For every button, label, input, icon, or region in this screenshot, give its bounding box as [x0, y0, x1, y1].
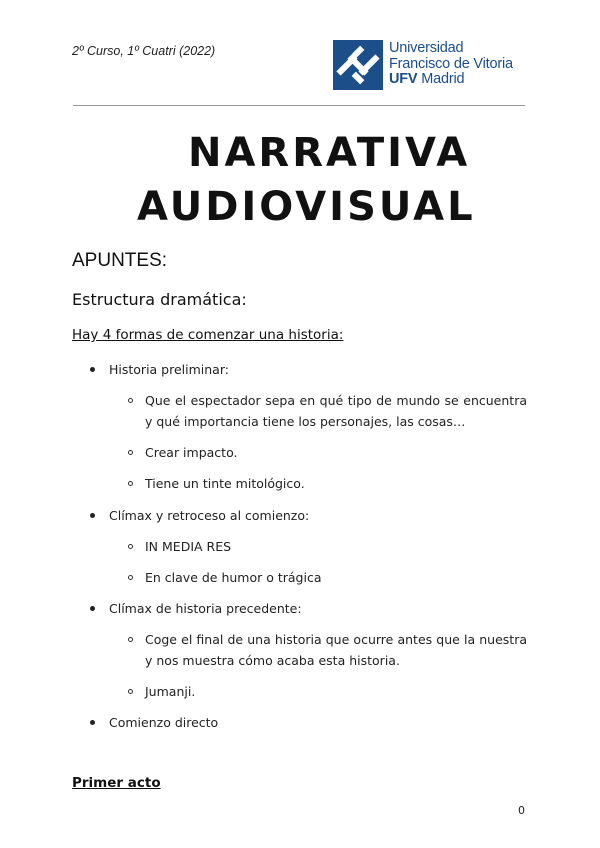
title-line-1: NARRATIVA — [188, 130, 471, 176]
heading-apuntes: APUNTES: — [72, 250, 168, 271]
sub-item: Tiene un tinte mitológico. — [145, 476, 305, 491]
logo-line-1: Universidad — [389, 40, 464, 56]
logo-madrid: Madrid — [417, 71, 465, 87]
title-line-2: AUDIOVISUAL — [137, 184, 476, 230]
logo-ufv: UFV — [389, 71, 418, 87]
heading-formas: Hay 4 formas de comenzar una historia: — [72, 327, 344, 343]
sub-bullet-icon — [128, 575, 133, 580]
sub-bullet-icon — [128, 450, 133, 455]
sub-item: Crear impacto. — [145, 445, 238, 460]
sub-item: Coge el final de una historia que ocurre antes que la nuestra y nos muestra cómo acaba esta historia. — [145, 632, 527, 668]
sub-item: En clave de humor o trágica — [145, 570, 322, 585]
university-logo — [333, 40, 533, 90]
list-item-historia-preliminar: Historia preliminar: — [109, 362, 229, 377]
page-number: 0 — [518, 804, 525, 817]
heading-estructura: Estructura dramática: — [72, 290, 247, 309]
bullet-icon — [90, 720, 95, 725]
sub-bullet-icon — [128, 544, 133, 549]
list-item-climax-retroceso: Clímax y retroceso al comienzo: — [109, 508, 310, 523]
sub-bullet-icon — [128, 637, 133, 642]
sub-bullet-icon — [128, 398, 133, 403]
list-item-comienzo-directo: Comienzo directo — [109, 715, 219, 730]
heading-primer-acto: Primer acto — [72, 775, 161, 791]
bullet-icon — [90, 513, 95, 518]
bullet-icon — [90, 367, 95, 372]
logo-emblem-icon — [333, 40, 383, 90]
sub-bullet-icon — [128, 481, 133, 486]
sub-bullet-icon — [128, 689, 133, 694]
sub-item: Jumanji. — [145, 684, 196, 699]
header-divider — [73, 105, 525, 106]
course-note: 2º Curso, 1º Cuatri (2022) — [72, 44, 216, 58]
sub-item: IN MEDIA RES — [145, 539, 232, 554]
logo-line-2: Francisco de Vitoria — [389, 55, 513, 72]
bullet-icon — [90, 606, 95, 611]
list-item-climax-precedente: Clímax de historia precedente: — [109, 601, 302, 616]
logo-line-3 — [389, 72, 513, 88]
sub-item: Que el espectador sepa en qué tipo de mundo se encuentra y qué importancia tiene los personajes, las cosas… — [145, 393, 527, 429]
